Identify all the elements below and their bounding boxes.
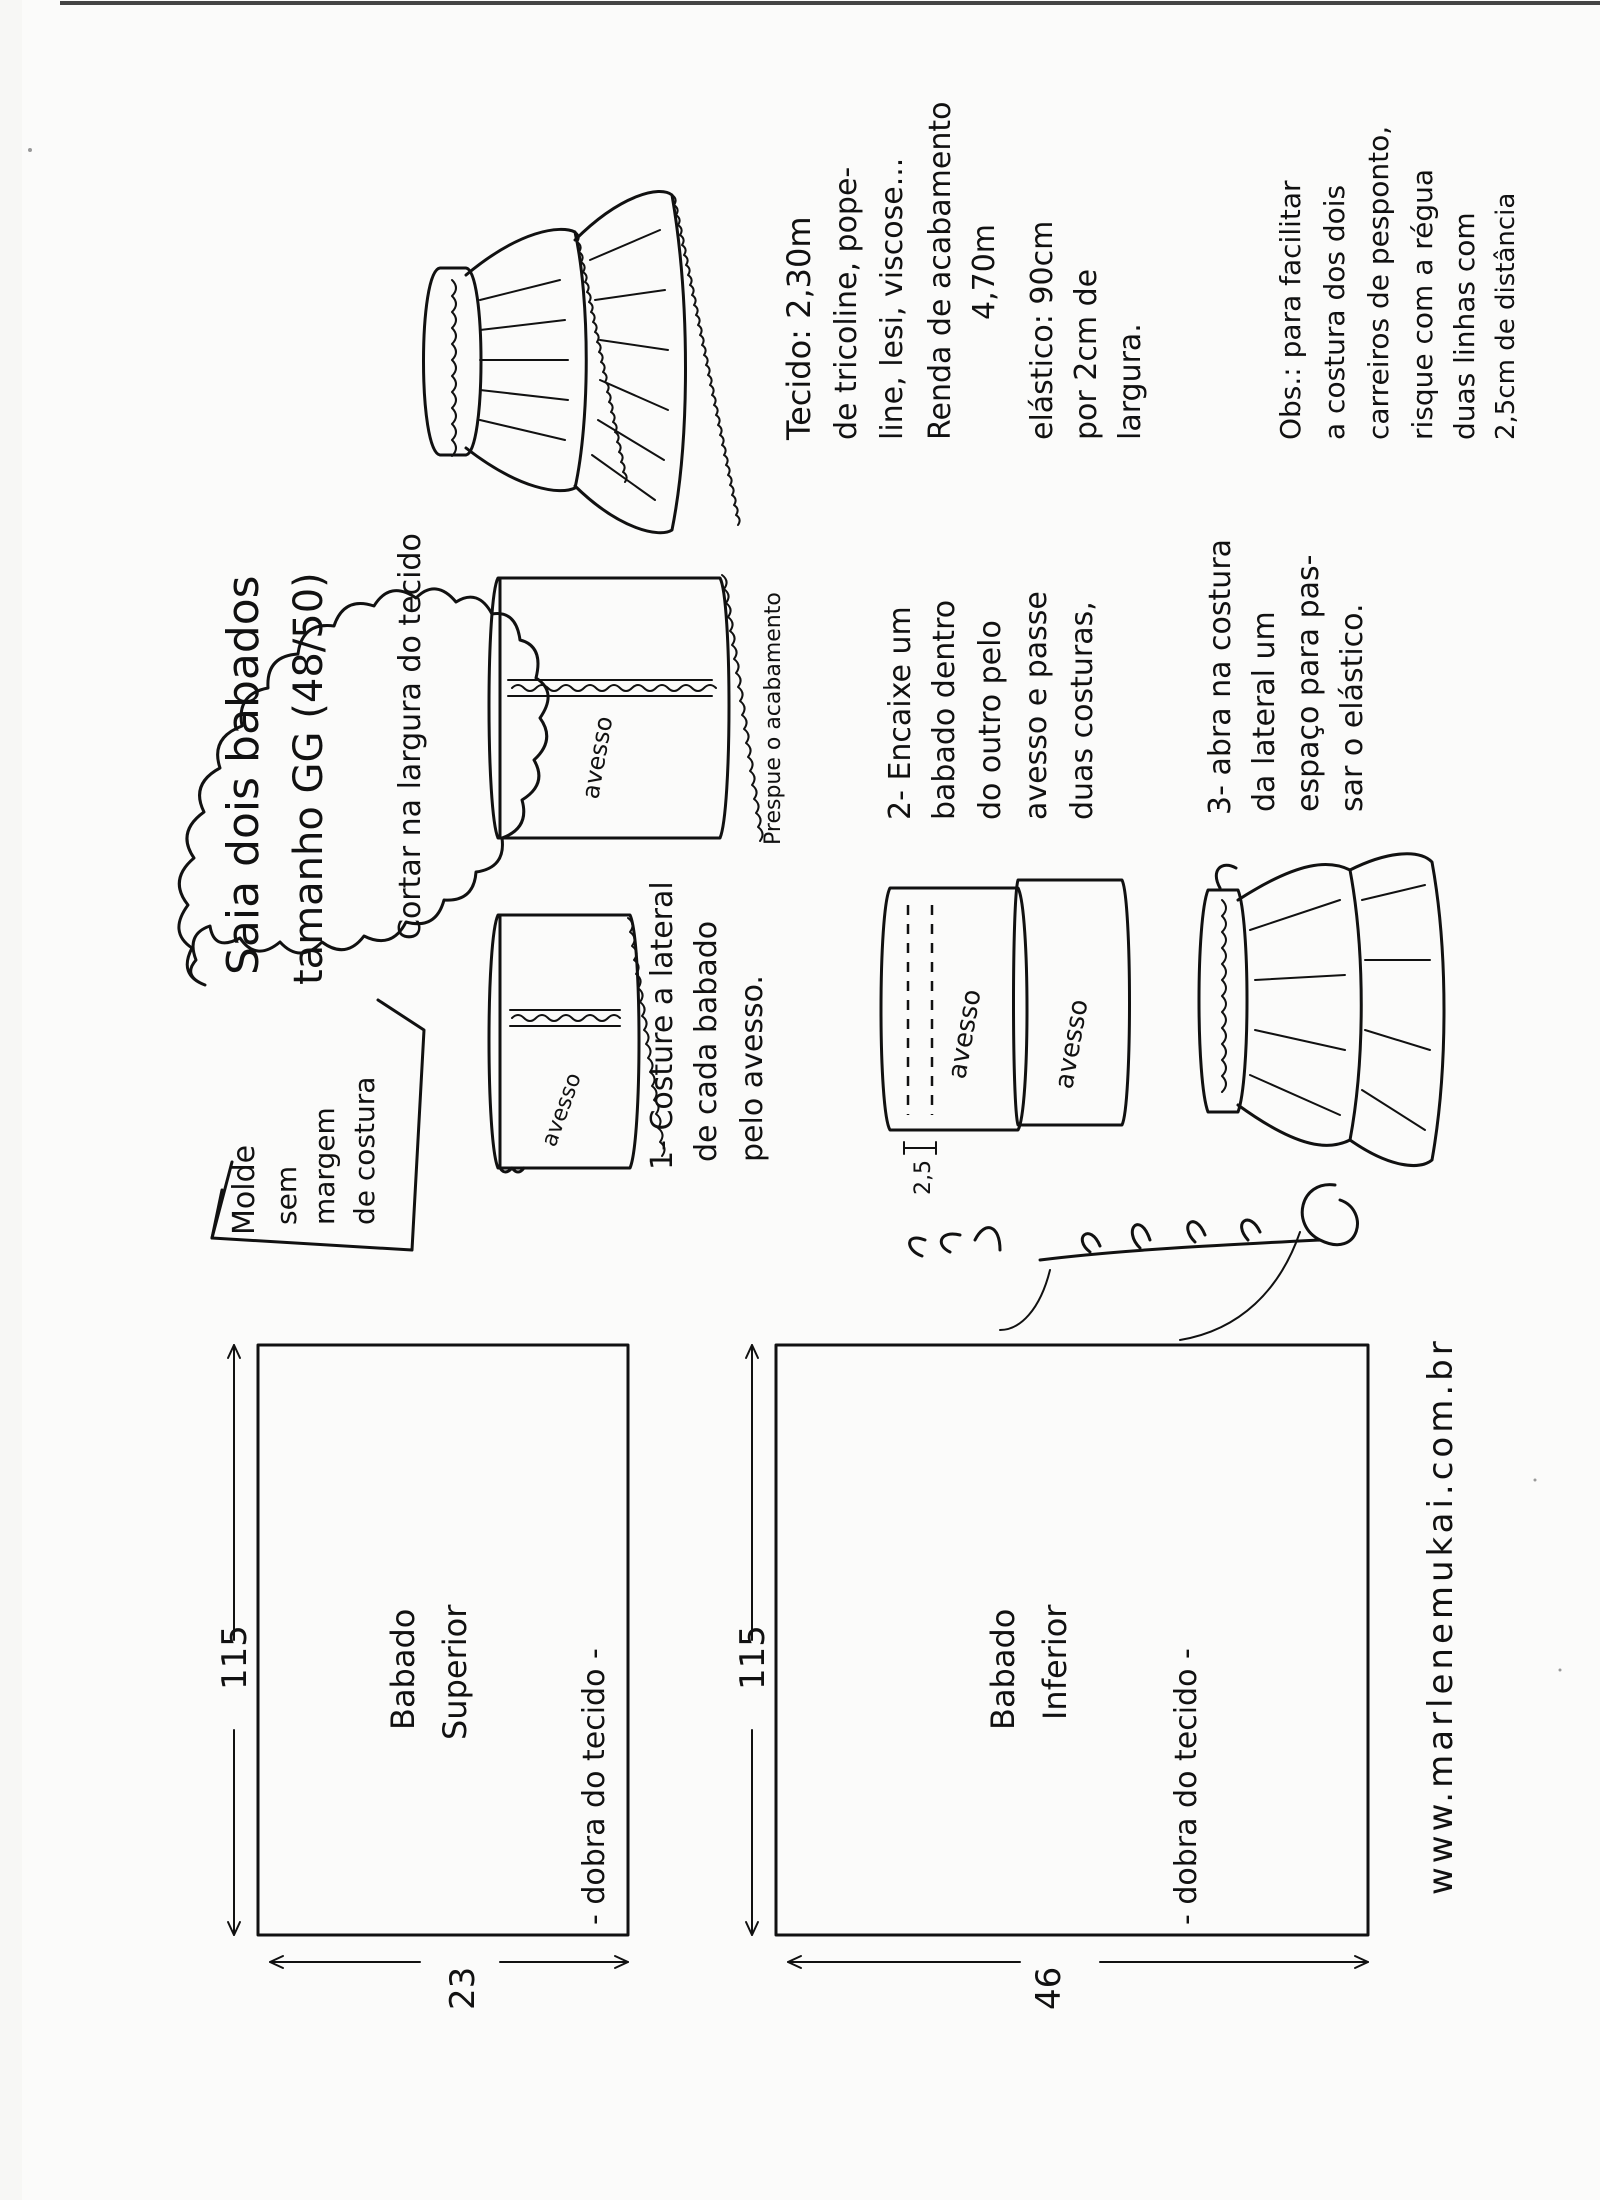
step2-line1: 2- Encaixe um xyxy=(883,606,918,820)
title-line2: tamanho GG (48/50) xyxy=(286,572,332,985)
scan-speck xyxy=(28,148,32,152)
upper-fold: - dobra do tecido - xyxy=(577,1648,612,1925)
step1-line3: pelo avesso. xyxy=(735,975,770,1162)
obs-line4: risque com a régua xyxy=(1406,168,1439,440)
lower-name-line1: Babado xyxy=(984,1608,1022,1730)
step3-line2: da lateral um xyxy=(1247,611,1282,812)
upper-length: 115 xyxy=(215,1625,255,1690)
lower-name-line2: Inferior xyxy=(1036,1604,1074,1720)
step2-line4: avesso e passe xyxy=(1019,591,1054,820)
materials-line3: line, lesi, viscose... xyxy=(875,157,910,440)
title-line1: Saia dois babados xyxy=(218,575,269,975)
step2-line2: babado dentro xyxy=(927,599,962,820)
lower-fold: - dobra do tecido - xyxy=(1169,1648,1204,1925)
step2-avesso-inner: avesso xyxy=(942,987,988,1082)
mold-note-line1: Molde xyxy=(227,1144,262,1235)
upper-name-line2: Superior xyxy=(436,1604,474,1740)
scan-speck xyxy=(1534,1479,1537,1482)
cut-note: Cortar na largura do tecido xyxy=(393,533,428,940)
step2-line5: duas costuras, xyxy=(1065,601,1100,820)
step2-avesso-outer: avesso xyxy=(1049,997,1095,1092)
materials-line7: por 2cm de xyxy=(1069,268,1104,440)
step3-line4: sar o elástico. xyxy=(1335,603,1370,812)
obs-line1: Obs.: para facilitar xyxy=(1274,180,1307,440)
obs-line6: 2,5cm de distância xyxy=(1491,192,1521,440)
step3-line1: 3- abra na costura xyxy=(1203,538,1238,815)
scan-speck xyxy=(1559,1669,1562,1672)
materials-line5: 4,70m xyxy=(967,223,1002,320)
step1-small-avesso: avesso xyxy=(537,1069,587,1151)
step1-line2: de cada babado xyxy=(689,920,724,1162)
mold-note-line4: de costura xyxy=(348,1076,381,1225)
mold-note-line3: margem xyxy=(308,1107,341,1225)
step1-line1: 1- Costure a lateral xyxy=(645,881,680,1170)
upper-name-line1: Babado xyxy=(384,1608,422,1730)
materials-line2: de tricoline, pope- xyxy=(829,166,864,440)
lower-width: 46 xyxy=(1029,1966,1069,2010)
step2-measure: 2,5 xyxy=(911,1160,936,1195)
step2-line3: do outro pelo xyxy=(973,620,1008,820)
obs-line2: a costura dos dois xyxy=(1318,184,1351,440)
step1-large-avesso: avesso xyxy=(576,714,619,802)
step3-line3: espaço para pas- xyxy=(1291,554,1326,812)
obs-line3: carreiros de pesponto, xyxy=(1362,125,1395,440)
materials-line6: elástico: 90cm xyxy=(1025,220,1060,440)
obs-line5: duas linhas com xyxy=(1448,212,1481,440)
signature-text: Marlene Mukai xyxy=(1100,1260,1108,1261)
materials-line4: Renda de acabamento xyxy=(923,101,958,440)
upper-width: 23 xyxy=(443,1966,483,2010)
mold-note-line2: sem xyxy=(270,1165,303,1225)
materials-line1: Tecido: 2,30m xyxy=(780,216,818,440)
materials-line8: largura. xyxy=(1113,323,1148,440)
step1-note: Prespue o acabamento xyxy=(761,592,786,845)
lower-length: 115 xyxy=(733,1625,773,1690)
website: www.marlenemukai.com.br xyxy=(1421,1337,1461,1895)
